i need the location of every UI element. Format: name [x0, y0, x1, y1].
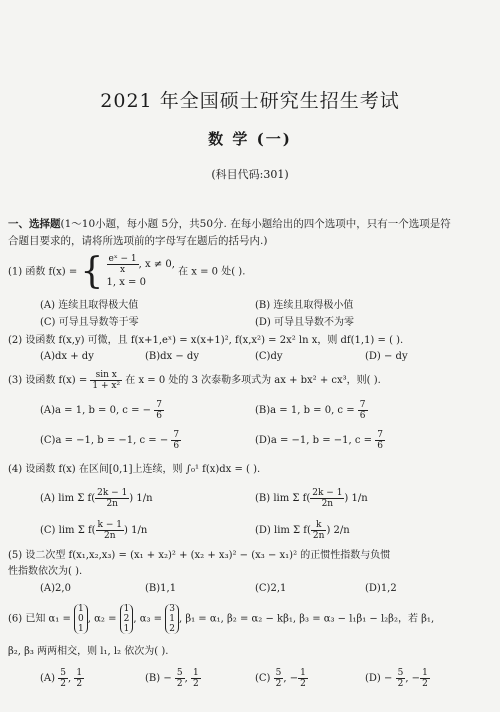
q5-option-b: (B)1,1 [145, 583, 177, 594]
section-line-2: 合题目要求的，请将所选项前的字母写在题后的括号内.) [8, 235, 268, 247]
q5-option-a: (A)2,0 [40, 583, 71, 594]
vector-entry: 2 [169, 624, 175, 634]
denominator: 2 [176, 679, 183, 689]
vector-entry: 1 [78, 604, 84, 614]
numerator: 5 [60, 668, 66, 678]
denominator: 2 [397, 679, 404, 689]
q4-option-b: (B) lim Σ f( $\frac{2k - 1}{2n}$ ) 1/n [255, 488, 368, 509]
q1-cases [107, 254, 175, 290]
denominator: x [120, 265, 126, 275]
denominator: 2 [300, 679, 306, 689]
option-text: (A) lim Σ f [40, 493, 92, 504]
fraction [311, 520, 327, 541]
alpha3-vector [165, 604, 179, 634]
numerator: 5 [275, 668, 282, 678]
numerator: k − 1 [97, 520, 122, 530]
option-tail: 2/n [333, 525, 350, 536]
sign: − [289, 673, 299, 684]
q2-option-c: (C)dy [255, 351, 283, 362]
fraction [310, 488, 344, 509]
numerator: 7 [359, 400, 366, 410]
fraction [420, 668, 430, 689]
numerator: 7 [377, 430, 383, 440]
q1-option-d: (D) 可导且导数不为零 [255, 317, 354, 328]
vector-entry: 1 [123, 624, 130, 634]
q6-mid-2: , α₃ = [133, 613, 163, 625]
q5-option-d: (D)1,2 [365, 583, 397, 594]
denominator: 6 [156, 411, 162, 421]
q3-option-d [255, 430, 385, 451]
q6-option-b: (B) − $\frac{5}{2}$ , $\frac{1}{2}$ [145, 668, 199, 689]
fraction [396, 668, 406, 689]
numerator: eˣ − 1 [108, 254, 137, 264]
q6-option-a: (A) $\frac{5}{2}$ , $\frac{1}{2}$ [40, 668, 83, 689]
denominator: 2 [76, 679, 83, 689]
question-4: (4) 设函数 f(x) 在区间[0,1]上连续，则 ∫₀¹ f(x)dx = ( ). [8, 464, 261, 475]
numerator: 7 [156, 400, 162, 410]
q6-option-c: (C) $\frac{5}{2}$ , − $\frac{1}{2}$ [255, 668, 306, 689]
denominator: 2 [275, 679, 282, 689]
q1-stem-a: (1) 函数 f(x) = [8, 266, 78, 278]
question-1 [8, 251, 492, 292]
q6-line-2: β₂, β₃ 两两相交，则 l₁, l₂ 依次为( ). [8, 646, 169, 657]
vector-entry: 0 [78, 614, 84, 624]
q1-option-c: (C) 可导且导数等于零 [40, 317, 139, 328]
exam-subject: 数 学 (一) [208, 130, 292, 148]
fraction [375, 430, 385, 451]
fraction [175, 668, 185, 689]
denominator: 2n [104, 531, 116, 541]
left-brace: { [80, 251, 104, 292]
q2-option-a: (A)dx + dy [40, 351, 94, 362]
denominator: 6 [359, 411, 366, 421]
q1-option-b: (B) 连续且取得极小值 [255, 300, 354, 311]
alpha1-vector [74, 604, 88, 634]
fraction [171, 430, 181, 451]
vector-entry: 1 [78, 624, 84, 634]
denominator: 6 [173, 441, 180, 451]
q1-case1-frac [107, 254, 139, 275]
q6-option-d: (D) − $\frac{5}{2}$ , − $\frac{1}{2}$ [365, 668, 428, 689]
option-text: (B) lim Σ f [255, 493, 307, 504]
q2-option-d: (D) − dy [365, 351, 408, 362]
numerator: 1 [422, 668, 428, 678]
option-tail: 1/n [351, 493, 368, 504]
question-2: (2) 设函数 f(x,y) 可微，且 f(x+1,eˣ) = x(x+1)², f(x,x²) = 2x² ln x，则 df(1,1) = ( ). [8, 335, 404, 346]
numerator: 2k − 1 [312, 488, 343, 498]
vector-entry: 1 [123, 604, 130, 614]
denominator: 2 [193, 679, 199, 689]
fraction [154, 400, 164, 421]
numerator: 1 [76, 668, 83, 678]
denominator: 2 [60, 679, 66, 689]
denominator: 2n [321, 499, 334, 509]
numerator: sin x [90, 370, 122, 381]
q6-pre: (6) 已知 α₁ = [8, 613, 71, 625]
q3-option-c [40, 430, 181, 451]
q1-case2: 1, x = 0 [106, 277, 146, 288]
denominator: 2n [312, 531, 325, 541]
section-line-1: (1～10小题，每小题 5分，共50分. 在每小题给出的四个选项中，只有一个选项是符 [60, 218, 451, 230]
option-text: (B) − [145, 673, 172, 684]
q3-stem-a: (3) 设函数 f(x) = [8, 375, 88, 386]
q2-option-b: (B)dx − dy [145, 351, 199, 362]
fraction [58, 668, 68, 689]
numerator: 1 [193, 668, 199, 678]
q3-option-b [255, 400, 368, 421]
option-text: (A)a = 1, b = 0, c = − [40, 405, 152, 416]
q1-case1-cond: , x ≠ 0, [138, 259, 175, 270]
option-tail: 1/n [136, 493, 153, 504]
q5-line-2: 性指数依次为( ). [8, 566, 83, 577]
numerator: 7 [173, 430, 180, 440]
alpha2-vector [120, 604, 134, 634]
option-text: (A) [40, 673, 56, 684]
q3-option-a [40, 400, 164, 421]
option-text: (B)a = 1, b = 0, c = [255, 405, 355, 416]
denominator: 6 [377, 441, 383, 451]
q6-mid-1: , α₂ = [87, 613, 117, 625]
denominator: 2 [422, 679, 428, 689]
fraction [191, 668, 201, 689]
question-5 [8, 548, 492, 580]
exam-title: 2021 年全国硕士研究生招生考试 [100, 90, 400, 112]
option-tail: 1/n [131, 525, 148, 536]
numerator: 5 [397, 668, 404, 678]
option-text: (D) − [365, 673, 393, 684]
option-text: (D) lim Σ f [255, 525, 308, 536]
q4-option-a: (A) lim Σ f( $\frac{2k - 1}{2n}$ ) 1/n [40, 488, 153, 509]
q6-tail: , β₁ = α₁, β₂ = α₂ − kβ₁, β₃ = α₃ − l₁β₁ − l₂β₂，若 β₁, [178, 613, 435, 625]
section-instructions [8, 216, 492, 250]
vector-entry: 2 [123, 614, 130, 624]
option-text: (D)a = −1, b = −1, c = [255, 435, 373, 446]
q5-option-c: (C)2,1 [255, 583, 287, 594]
numerator: 5 [176, 668, 183, 678]
q5-line-1: (5) 设二次型 f(x₁,x₂,x₃) = (x₁ + x₂)² + (x₂ + x₃)² − (x₃ − x₁)² 的正惯性指数与负惯 [8, 550, 391, 561]
q1-option-a: (A) 连续且取得极大值 [40, 300, 139, 311]
question-3 [8, 370, 492, 391]
q4-option-d: (D) lim Σ f( $\frac{k}{2n}$ ) 2/n [255, 520, 350, 541]
denominator: 1 + x² [92, 381, 121, 391]
subject-code: (科目代码:301) [211, 168, 289, 181]
q1-stem-b: 在 x = 0 处( ). [178, 266, 246, 278]
fraction [274, 668, 284, 689]
denominator: 2n [106, 499, 118, 509]
option-text: (C) lim Σ f [40, 525, 92, 536]
option-text: (C) [255, 673, 271, 684]
fraction [74, 668, 84, 689]
sign: − [411, 673, 421, 684]
q3-stem-b: 在 x = 0 处的 3 次泰勒多项式为 ax + bx² + cx³，则( ). [125, 375, 381, 386]
vector-entry: 1 [169, 614, 175, 624]
question-6 [8, 604, 492, 634]
numerator: 2k − 1 [97, 488, 128, 498]
fraction [95, 488, 129, 509]
q4-option-c: (C) lim Σ f( $\frac{k - 1}{2n}$ ) 1/n [40, 520, 148, 541]
fraction [96, 520, 124, 541]
section-heading: 一、选择题 [8, 218, 61, 230]
vector-entry: 3 [169, 604, 175, 614]
numerator: 1 [300, 668, 306, 678]
option-text: (C)a = −1, b = −1, c = − [40, 435, 169, 446]
fraction [358, 400, 368, 421]
fraction [298, 668, 308, 689]
numerator: k [311, 520, 327, 531]
q3-frac [90, 370, 122, 391]
